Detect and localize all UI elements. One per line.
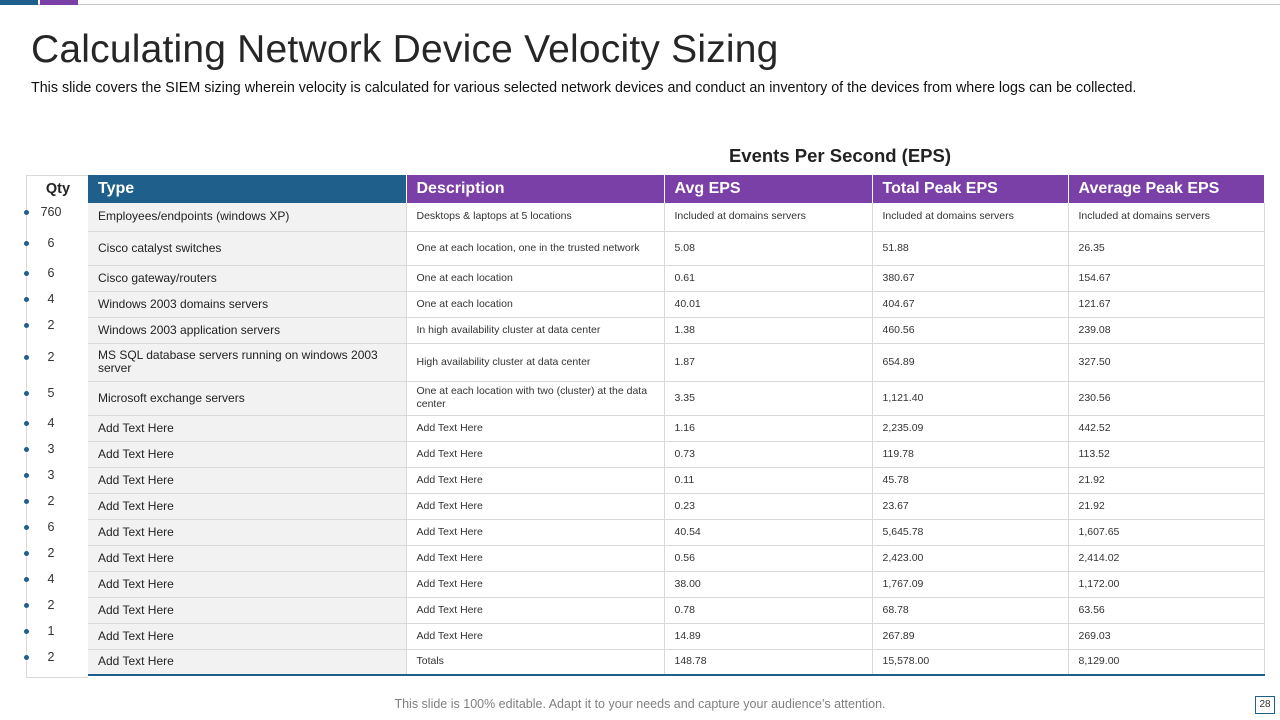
cell-average-peak-eps: 63.56 (1068, 597, 1264, 623)
cell-average-peak-eps: 230.56 (1068, 381, 1264, 415)
cell-avg-eps: 0.11 (664, 467, 872, 493)
cell-description: Add Text Here (406, 597, 664, 623)
cell-average-peak-eps: 121.67 (1068, 291, 1264, 317)
header-description: Description (406, 175, 664, 203)
cell-average-peak-eps: 8,129.00 (1068, 649, 1264, 675)
cell-total-peak-eps: 1,767.09 (872, 571, 1068, 597)
table-row (88, 265, 1264, 291)
header-type: Type (88, 175, 406, 203)
cell-total-peak-eps: 15,578.00 (872, 649, 1068, 675)
cell-total-peak-eps: 51.88 (872, 231, 1068, 265)
cell-avg-eps: 1.38 (664, 317, 872, 343)
cell-avg-eps: 0.61 (664, 265, 872, 291)
eps-table (88, 175, 1265, 676)
qty-value: 6 (47, 236, 55, 250)
cell-total-peak-eps: 380.67 (872, 265, 1068, 291)
cell-avg-eps: Included at domains servers (664, 203, 872, 231)
cell-type: Cisco catalyst switches (88, 231, 406, 265)
cell-total-peak-eps: 119.78 (872, 441, 1068, 467)
cell-type: Microsoft exchange servers (88, 381, 406, 415)
cell-type: Add Text Here (88, 493, 406, 519)
cell-type: Add Text Here (88, 519, 406, 545)
table-header-row (88, 175, 1264, 203)
cell-total-peak-eps: 23.67 (872, 493, 1068, 519)
cell-type: Add Text Here (88, 415, 406, 441)
qty-value: 5 (47, 386, 55, 400)
table-row (88, 649, 1264, 675)
slide-title: Calculating Network Device Velocity Sizing (31, 28, 779, 71)
cell-type: Add Text Here (88, 623, 406, 649)
qty-value: 2 (47, 318, 55, 332)
cell-average-peak-eps: 21.92 (1068, 493, 1264, 519)
cell-avg-eps: 0.23 (664, 493, 872, 519)
top-rule (0, 4, 1280, 5)
cell-avg-eps: 0.73 (664, 441, 872, 467)
cell-description: Add Text Here (406, 571, 664, 597)
cell-avg-eps: 40.54 (664, 519, 872, 545)
table-row (88, 571, 1264, 597)
cell-description: Totals (406, 649, 664, 675)
table-row (88, 545, 1264, 571)
cell-average-peak-eps: 113.52 (1068, 441, 1264, 467)
table-row (88, 317, 1264, 343)
cell-description: Add Text Here (406, 519, 664, 545)
cell-avg-eps: 1.16 (664, 415, 872, 441)
cell-avg-eps: 148.78 (664, 649, 872, 675)
cell-description: Add Text Here (406, 623, 664, 649)
cell-average-peak-eps: 239.08 (1068, 317, 1264, 343)
cell-total-peak-eps: 267.89 (872, 623, 1068, 649)
cell-description: Add Text Here (406, 493, 664, 519)
qty-value: 2 (47, 350, 55, 364)
cell-type: Cisco gateway/routers (88, 265, 406, 291)
qty-value: 760 (40, 205, 62, 219)
qty-value: 2 (47, 650, 55, 664)
cell-type: Windows 2003 application servers (88, 317, 406, 343)
cell-description: Add Text Here (406, 467, 664, 493)
cell-avg-eps: 1.87 (664, 343, 872, 381)
qty-value: 4 (47, 416, 55, 430)
qty-value: 6 (47, 520, 55, 534)
cell-description: Add Text Here (406, 415, 664, 441)
eps-heading: Events Per Second (EPS) (728, 145, 952, 166)
cell-total-peak-eps: 2,235.09 (872, 415, 1068, 441)
cell-average-peak-eps: 26.35 (1068, 231, 1264, 265)
cell-type: Add Text Here (88, 649, 406, 675)
qty-column (26, 175, 88, 678)
cell-type: Add Text Here (88, 441, 406, 467)
cell-description: One at each location (406, 291, 664, 317)
cell-total-peak-eps: 2,423.00 (872, 545, 1068, 571)
cell-average-peak-eps: 1,172.00 (1068, 571, 1264, 597)
cell-total-peak-eps: 404.67 (872, 291, 1068, 317)
cell-description: In high availability cluster at data center (406, 317, 664, 343)
cell-total-peak-eps: 460.56 (872, 317, 1068, 343)
top-accent-bar (0, 0, 1280, 6)
slide-subtitle: This slide covers the SIEM sizing wherein velocity is calculated for various selected network devices and conduct an inventory of the devices from where logs can be collected. (31, 80, 1137, 96)
cell-average-peak-eps: 327.50 (1068, 343, 1264, 381)
table-row (88, 343, 1264, 381)
cell-description: Add Text Here (406, 545, 664, 571)
qty-value: 1 (47, 624, 55, 638)
table-row (88, 441, 1264, 467)
cell-avg-eps: 0.78 (664, 597, 872, 623)
qty-value: 2 (47, 598, 55, 612)
cell-avg-eps: 40.01 (664, 291, 872, 317)
cell-average-peak-eps: 2,414.02 (1068, 545, 1264, 571)
cell-type: Add Text Here (88, 545, 406, 571)
qty-value: 3 (47, 468, 55, 482)
cell-description: One at each location with two (cluster) at the data center (406, 381, 664, 415)
header-total-peak-eps: Total Peak EPS (872, 175, 1068, 203)
cell-total-peak-eps: 1,121.40 (872, 381, 1068, 415)
table-row (88, 291, 1264, 317)
cell-type: Add Text Here (88, 571, 406, 597)
table-row (88, 203, 1264, 231)
table-row (88, 415, 1264, 441)
table-row (88, 597, 1264, 623)
table-row (88, 381, 1264, 415)
qty-value: 3 (47, 442, 55, 456)
qty-value: 4 (47, 292, 55, 306)
cell-type: Add Text Here (88, 467, 406, 493)
accent-block-blue (0, 0, 38, 5)
cell-total-peak-eps: 654.89 (872, 343, 1068, 381)
cell-description: High availability cluster at data center (406, 343, 664, 381)
header-avg-eps: Avg EPS (664, 175, 872, 203)
cell-total-peak-eps: 5,645.78 (872, 519, 1068, 545)
cell-type: Add Text Here (88, 597, 406, 623)
cell-type: MS SQL database servers running on windows 2003 server (88, 343, 406, 381)
cell-description: Add Text Here (406, 441, 664, 467)
table-row (88, 519, 1264, 545)
cell-total-peak-eps: 68.78 (872, 597, 1068, 623)
cell-avg-eps: 0.56 (664, 545, 872, 571)
cell-total-peak-eps: Included at domains servers (872, 203, 1068, 231)
cell-total-peak-eps: 45.78 (872, 467, 1068, 493)
cell-average-peak-eps: 154.67 (1068, 265, 1264, 291)
footer-note: This slide is 100% editable. Adapt it to your needs and capture your audience’s attention. (394, 697, 886, 711)
cell-description: One at each location (406, 265, 664, 291)
cell-average-peak-eps: Included at domains servers (1068, 203, 1264, 231)
table-row (88, 623, 1264, 649)
cell-type: Employees/endpoints (windows XP) (88, 203, 406, 231)
accent-block-purple (40, 0, 78, 5)
cell-average-peak-eps: 1,607.65 (1068, 519, 1264, 545)
cell-avg-eps: 3.35 (664, 381, 872, 415)
cell-description: Desktops & laptops at 5 locations (406, 203, 664, 231)
table-row (88, 493, 1264, 519)
cell-average-peak-eps: 269.03 (1068, 623, 1264, 649)
cell-average-peak-eps: 21.92 (1068, 467, 1264, 493)
table-row (88, 467, 1264, 493)
qty-value: 2 (47, 494, 55, 508)
cell-avg-eps: 5.08 (664, 231, 872, 265)
cell-type: Windows 2003 domains servers (88, 291, 406, 317)
table-row (88, 231, 1264, 265)
cell-description: One at each location, one in the trusted network (406, 231, 664, 265)
header-average-peak-eps: Average Peak EPS (1068, 175, 1264, 203)
qty-value: 2 (47, 546, 55, 560)
cell-avg-eps: 14.89 (664, 623, 872, 649)
qty-value: 4 (47, 572, 55, 586)
qty-header: Qty (45, 181, 71, 197)
page-number: 28 (1255, 696, 1275, 714)
cell-average-peak-eps: 442.52 (1068, 415, 1264, 441)
qty-value: 6 (47, 266, 55, 280)
cell-avg-eps: 38.00 (664, 571, 872, 597)
